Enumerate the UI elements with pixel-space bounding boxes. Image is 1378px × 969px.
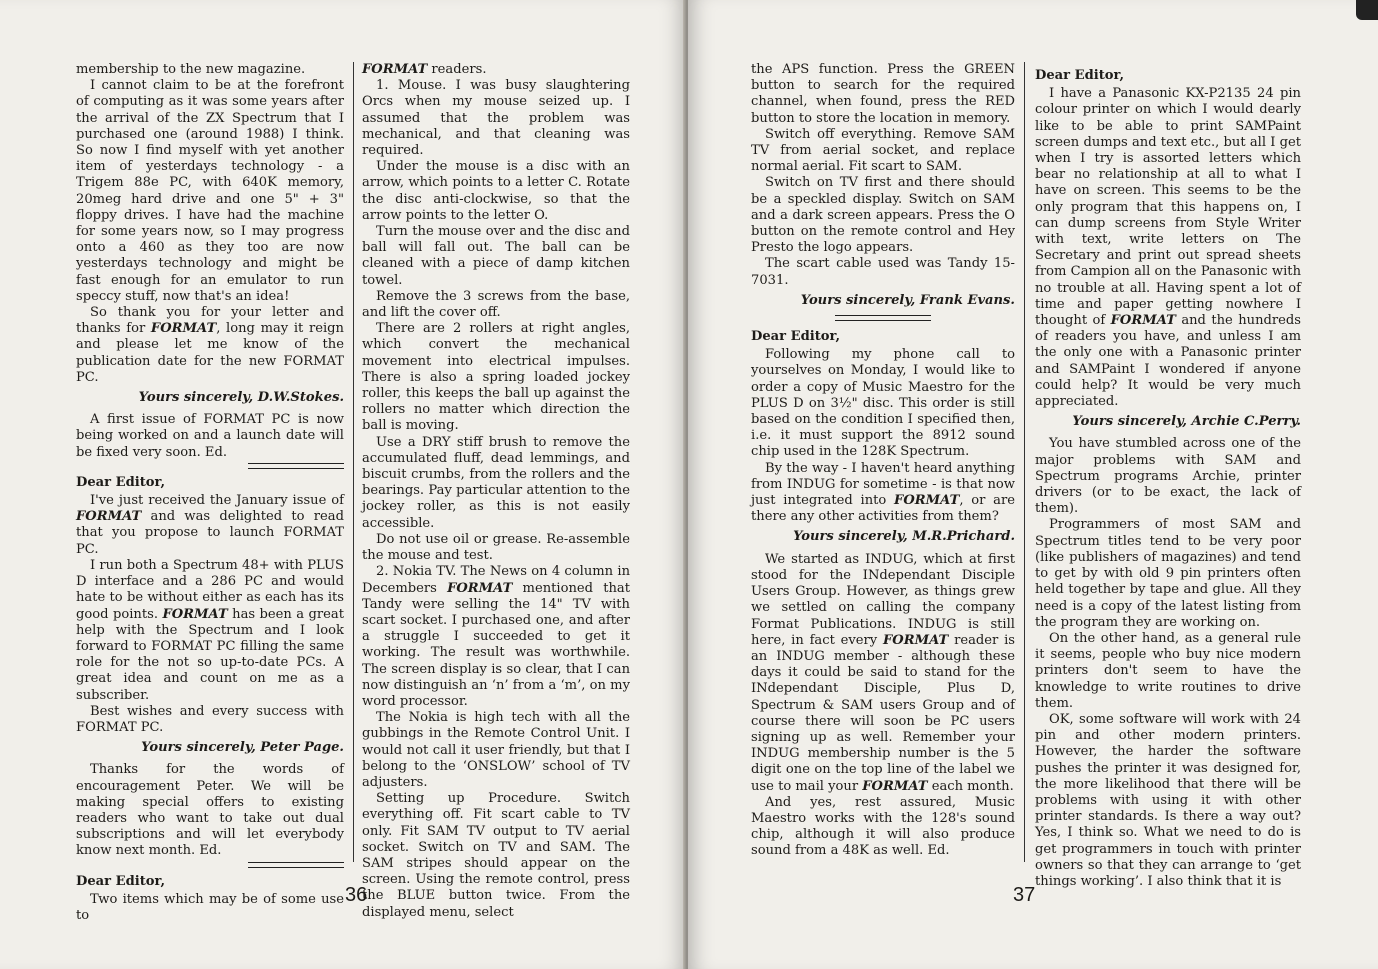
letter-signature: Yours sincerely, D.W.Stokes. bbox=[138, 390, 344, 406]
text-run: , or are there any other activities from them? bbox=[751, 493, 1015, 525]
paragraph: Remove the 3 screws from the base, and lift the cover off. bbox=[362, 288, 630, 321]
text-run: reader is an INDUG member - although these days it could be said to stand for the INdependant Disciple, Plus D, Spectrum & SAM users Group and of course there will soon be PC users signing up as well. Remember your INDUG membership number is the 5 digit one on the top line of the label we use to mail your bbox=[751, 632, 1016, 794]
paragraph: the APS function. Press the GREEN button to search for the required channel, when found, press the RED button to store the location in memory. bbox=[751, 62, 1015, 126]
paragraph: The Nokia is high tech with all the gubbings in the Remote Control Unit. I would not call it user friendly, but that I belong to the ‘ONSLOW’ school of TV adjusters. bbox=[362, 710, 630, 790]
right-page-column-2 bbox=[1035, 62, 1301, 890]
paragraph: And yes, rest assured, Music Maestro works with the 128's sound chip, although it will also produce sound from a 48K as well. Ed. bbox=[751, 794, 1015, 859]
paragraph: Best wishes and every success with FORMAT PC. bbox=[76, 703, 344, 735]
paragraph: Use a DRY stiff brush to remove the accumulated fluff, dead lemmings, and biscuit crumbs, from the rollers and the bearings. Pay particular attention to the jockey roller, as this is not easily accessible. bbox=[362, 434, 630, 531]
left-page bbox=[0, 0, 686, 969]
magazine-name: FORMAT bbox=[883, 632, 949, 648]
magazine-name: FORMAT bbox=[150, 321, 217, 337]
paragraph: 1. Mouse. I was busy slaughtering Orcs when my mouse seized up. I assumed that the problem was mechanical, and that cleaning was required. bbox=[362, 78, 630, 159]
paragraph bbox=[76, 305, 344, 386]
paragraph: Switch off everything. Remove SAM TV from aerial socket, and replace normal aerial. Fit scart to SAM. bbox=[751, 126, 1015, 175]
paragraph: Two items which may be of some use to bbox=[76, 891, 344, 923]
paragraph bbox=[1035, 86, 1301, 410]
right-page bbox=[688, 0, 1378, 969]
text-run: and was delighted to read that you propose to launch FORMAT PC. bbox=[76, 509, 344, 557]
column-divider bbox=[1024, 62, 1025, 862]
text-run: We started as INDUG, which at first stood for the INdependant Disciple Users Group. However, as things grew we settled on calling the company Format Publications. INDUG is still here, in fact every bbox=[751, 551, 1015, 648]
letter-signature: Yours sincerely, M.R.Prichard. bbox=[793, 529, 1015, 545]
paragraph: Thanks for the words of encouragement Peter. We will be making special offers to existing readers who want to take out dual subscriptions and will let everybody know next month. Ed. bbox=[76, 762, 344, 859]
paragraph bbox=[76, 493, 344, 558]
text-run: and the hundreds of readers you have, and unless I am the only one with a Panasonic printer and SAMPaint I wondered if anyone could help? It would be very much appreciated. bbox=[1035, 313, 1301, 410]
magazine-name: FORMAT bbox=[162, 606, 228, 622]
magazine-name: FORMAT bbox=[862, 778, 928, 794]
paragraph: Do not use oil or grease. Re-assemble the mouse and test. bbox=[362, 531, 630, 564]
paragraph: The scart cable used was Tandy 15-7031. bbox=[751, 256, 1015, 288]
text-run: has been a great help with the Spectrum and I look forward to FORMAT PC filling the same role for the not so up-to-date PCs. A great idea and count on me as a subscriber. bbox=[76, 606, 344, 703]
letter-salutation: Dear Editor, bbox=[751, 329, 841, 345]
text-run: mentioned that Tandy were selling the 14" TV with scart socket. I purchased one, and after a struggle I succeeded to get it working. The result was worthwhile. The screen display is so clear, that I can now distinguish an ‘n’ from a ‘m’, on my word processor. bbox=[362, 580, 630, 709]
paragraph: membership to the new magazine. bbox=[76, 62, 306, 77]
paragraph: I cannot claim to be at the forefront of computing as it was some years after the arrival of the ZX Spectrum that I purchased one (around 1988) I think. So now I find myself with yet another item of yesterdays technology - a Trigem 88e PC, with 640K memory, 20meg hard drive and one 5" + 3" floppy drives. I have had the machine for some years now, so I may progress onto a 460 as they too are now yesterdays technology and might be fast enough for an emulator to run speccy stuff, now that's an idea! bbox=[76, 78, 344, 304]
paragraph bbox=[362, 564, 630, 710]
double-rule-divider bbox=[248, 463, 344, 469]
paragraph: Following my phone call to yourselves on Monday, I would like to order a copy of Music Maestro for the PLUS D on 3½" disc. This order is still based on the condition I specified then, i.e. it must support the 8912 sound chip used in the 128K Spectrum. bbox=[751, 347, 1015, 460]
paragraph: Setting up Procedure. Switch everything off. Fit scart cable to TV only. Fit SAM TV output to TV aerial socket. Switch on TV and SAM. The SAM stripes should appear on the screen. Using the remote control, press the BLUE button twice. From the displayed menu, select bbox=[362, 791, 630, 920]
letter-salutation: Dear Editor, bbox=[76, 474, 166, 490]
text-run: readers. bbox=[427, 62, 487, 77]
column-divider bbox=[353, 62, 354, 862]
letter-signature: Yours sincerely, Frank Evans. bbox=[800, 292, 1015, 308]
magazine-name: FORMAT bbox=[894, 493, 960, 509]
paragraph: OK, some software will work with 24 pin and other modern printers. However, the harder the software pushes the printer it was designed for, the more likelihood that there will be problems with using it with other printer standards. Is there a way out? Yes, I think so. What we need to do is get programmers in touch with printer owners so that they can arrange to ‘get things working’. I also think that it is bbox=[1035, 711, 1301, 889]
magazine-name: FORMAT bbox=[362, 62, 428, 77]
magazine-name: FORMAT bbox=[1110, 313, 1176, 329]
double-rule-divider bbox=[248, 862, 344, 868]
left-page-column-2 bbox=[362, 62, 630, 921]
letter-signature: Yours sincerely, Peter Page. bbox=[141, 740, 344, 756]
paragraph: You have stumbled across one of the major problems with SAM and Spectrum programs Archie, printer drivers (or to be exact, the lack of them). bbox=[1035, 436, 1301, 517]
paragraph: Programmers of most SAM and Spectrum titles tend to be very poor (like publishers of magazines) and tend to get by with old 9 pin printers often held together by tape and glue. All they need is a copy of the latest listing from the program they are working on. bbox=[1035, 517, 1301, 630]
scan-corner-mark bbox=[1356, 0, 1378, 20]
paragraph: Switch on TV first and there should be a speckled display. Switch on SAM and a dark screen appears. Press the O button on the remote control and Hey Presto the logo appears. bbox=[751, 175, 1015, 256]
letter-signature: Yours sincerely, Archie C.Perry. bbox=[1072, 414, 1301, 430]
text-run: I have a Panasonic KX-P2135 24 pin colour printer on which I would dearly like to be able to print SAMPaint screen dumps and text etc., but all I get when I try is assorted letters which bear no relationship at all to what I have on screen. This seems to be the only program that this happens on, I can dump screens from Style Writer with text, write letters on The Secretary and print out spread sheets from Campion all on the Panasonic with no trouble at all. Having spent a lot of time and paper getting nowhere I thought of bbox=[1035, 86, 1301, 329]
paragraph: Under the mouse is a disc with an arrow, which points to a letter C. Rotate the disc anti-clockwise, so that the arrow points to the letter O. bbox=[362, 159, 630, 223]
page-number: 36 bbox=[345, 884, 368, 906]
paragraph bbox=[362, 62, 630, 78]
text-run: 2. Nokia TV. The News on 4 column in Decembers bbox=[362, 564, 630, 596]
text-run: each month. bbox=[927, 778, 1014, 794]
paragraph bbox=[76, 558, 344, 704]
text-run: By the way - I haven't heard anything from INDUG for sometime - is that now just integrated into bbox=[751, 460, 1015, 509]
paragraph: A first issue of FORMAT PC is now being worked on and a launch date will be fixed very soon. Ed. bbox=[76, 412, 344, 460]
paragraph bbox=[751, 461, 1015, 526]
text-run: So thank you for your letter and thanks for bbox=[76, 305, 344, 337]
paragraph: Turn the mouse over and the disc and ball will fall out. The ball can be cleaned with a piece of damp kitchen towel. bbox=[362, 224, 630, 288]
text-run: I've just received the January issue of bbox=[90, 493, 344, 509]
magazine-name: FORMAT bbox=[447, 580, 513, 596]
paragraph bbox=[751, 552, 1015, 795]
text-run: , long may it reign and please let me know of the publication date for the new FORMAT PC. bbox=[76, 321, 344, 385]
magazine-name: FORMAT bbox=[76, 509, 142, 525]
right-page-column-1 bbox=[751, 62, 1015, 860]
letter-salutation: Dear Editor, bbox=[1035, 68, 1125, 83]
text-run: I run both a Spectrum 48+ with PLUS D interface and a 286 PC and would hate to be without either as each has its good points. bbox=[76, 557, 344, 622]
double-rule-divider bbox=[835, 315, 931, 321]
paragraph: On the other hand, as a general rule it seems, people who buy nice modern printers don't seem to have the knowledge to write routines to drive them. bbox=[1035, 630, 1301, 711]
letter-salutation: Dear Editor, bbox=[76, 873, 166, 889]
paragraph: There are 2 rollers at right angles, which convert the mechanical movement into electrical impulses. There is also a spring loaded jockey roller, this keeps the ball up against the rollers no matter which direction the ball is moving. bbox=[362, 321, 630, 434]
left-page-column-1 bbox=[76, 62, 344, 924]
page-number: 37 bbox=[1013, 884, 1036, 906]
